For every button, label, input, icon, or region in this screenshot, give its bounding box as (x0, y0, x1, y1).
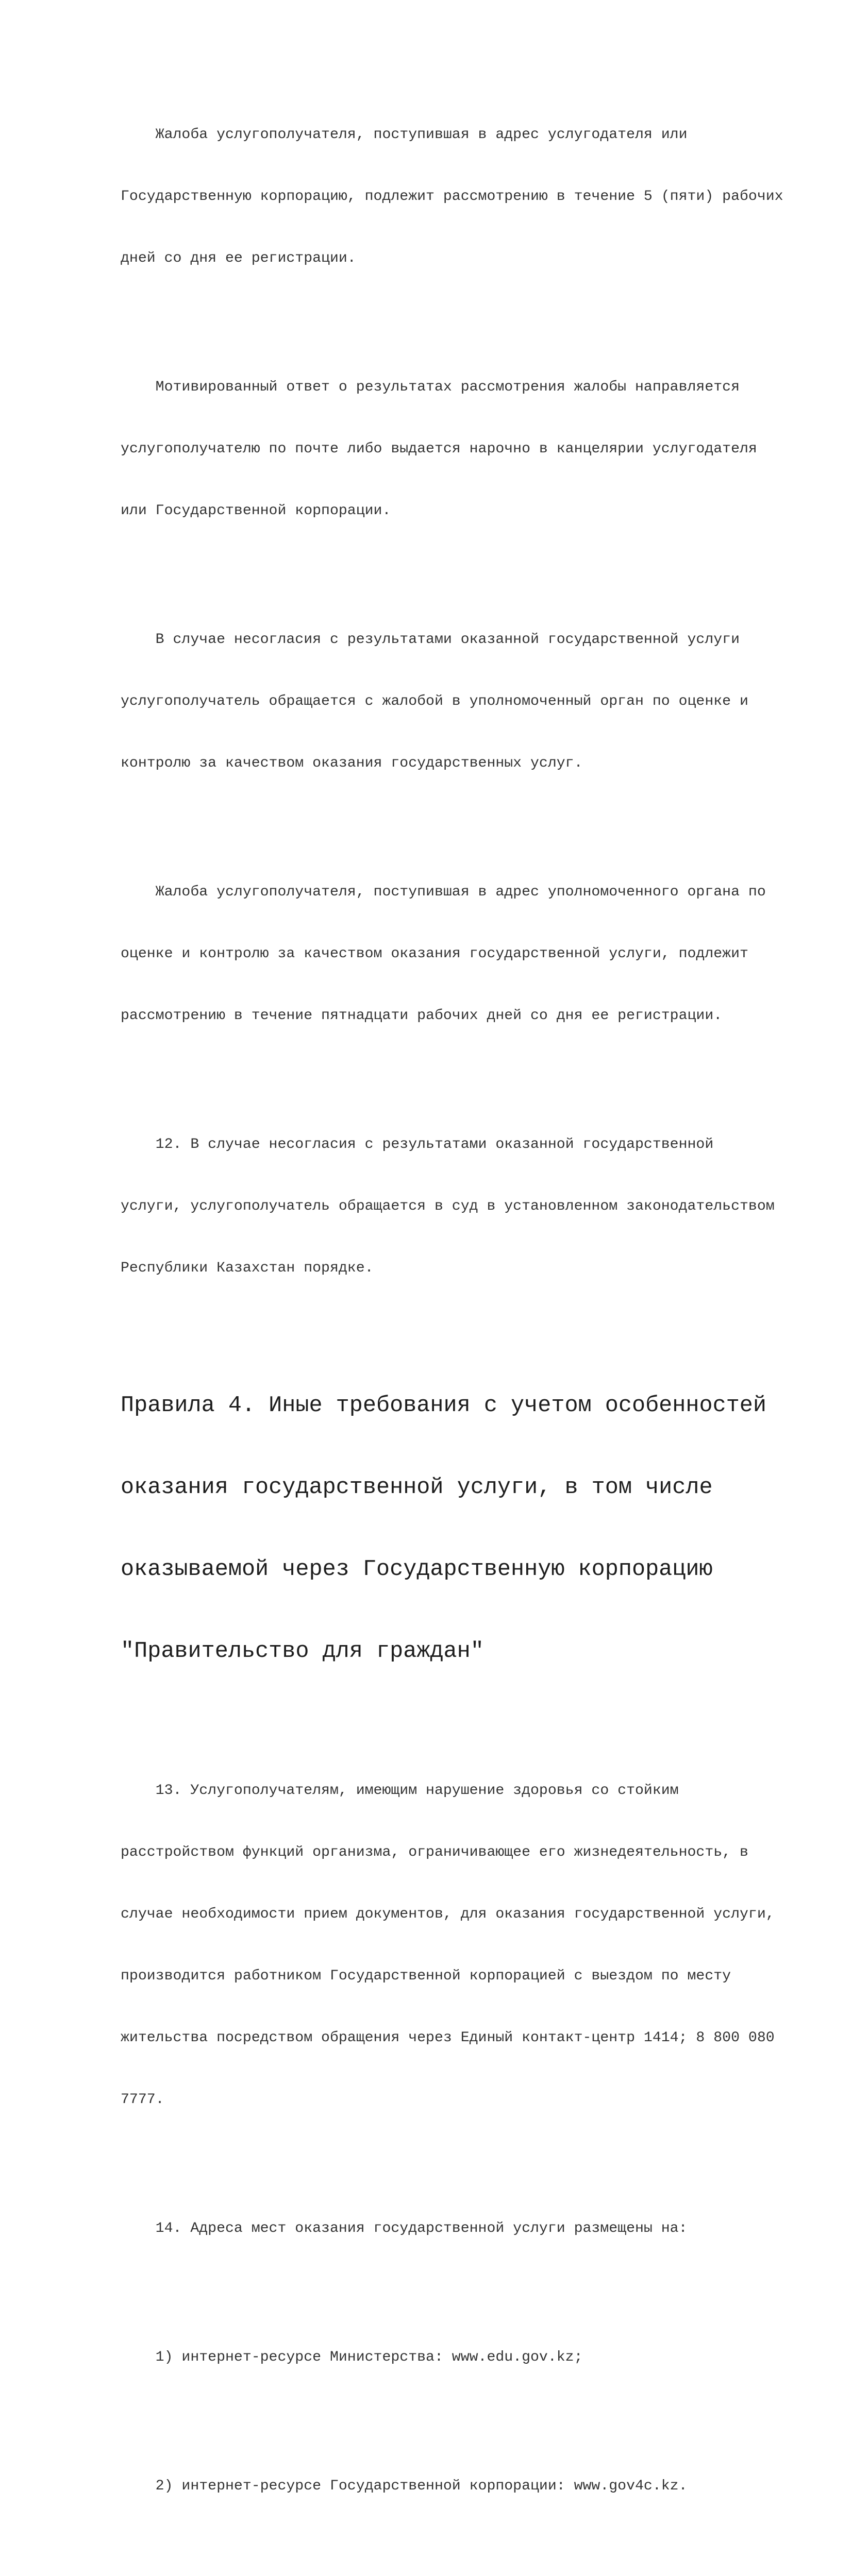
section-heading (121, 1337, 801, 1720)
paragraph-item-14-1 (121, 2306, 801, 2409)
text-line: услугополучатель обращается с жалобой в уполномоченный орган по оценке и (121, 693, 748, 709)
corporation-website-line: 2) интернет-ресурсе Государственной корпорации: www.gov4c.kz. (121, 2478, 688, 2494)
text-line: или Государственной корпорации. (121, 503, 391, 519)
heading-line: оказываемой через Государственную корпорацию (121, 1557, 713, 1582)
text-line: услугополучателю по почте либо выдается нарочно в канцелярии услугодателя (121, 441, 757, 457)
text-line: Государственную корпорацию, подлежит рассмотрению в течение 5 (пяти) рабочих (121, 189, 783, 205)
text-line: контролю за качеством оказания государственных услуг. (121, 755, 583, 771)
paragraph-item-14 (121, 2177, 801, 2280)
paragraph-complaint-review-15-days (121, 841, 801, 1067)
text-line: Жалоба услугополучателя, поступившая в адрес услугодателя или (121, 127, 688, 143)
text-line: 14. Адреса мест оказания государственной услуги размещены на: (121, 2221, 688, 2236)
paragraph-complaint-review-5-days (121, 83, 801, 310)
paragraph-disagreement-authorized-body (121, 588, 801, 815)
heading-line: оказания государственной услуги, в том числе (121, 1475, 713, 1500)
text-line: рассмотрению в течение пятнадцати рабочих дней со дня ее регистрации. (121, 1008, 723, 1024)
text-line: производится работником Государственной корпорацией с выездом по месту (121, 1968, 731, 1984)
ministry-website-line: 1) интернет-ресурсе Министерства: www.edu.gov.kz; (121, 2349, 583, 2365)
paragraph-item-13 (121, 1739, 801, 2151)
text-line: В случае несогласия с результатами оказанной государственной услуги (121, 632, 740, 648)
heading-line: "Правительство для граждан" (121, 1639, 484, 1664)
text-line: дней со дня ее регистрации. (121, 250, 356, 266)
text-line: услуги, услугополучатель обращается в суд в установленном законодательством (121, 1198, 775, 1214)
paragraph-item-12 (121, 1093, 801, 1320)
text-line: 12. В случае несогласия с результатами оказанной государственной (121, 1137, 714, 1153)
paragraph-item-15 (121, 2564, 801, 2576)
paragraph-motivated-answer (121, 336, 801, 563)
heading-line: Правила 4. Иные требования с учетом особенностей (121, 1393, 767, 1418)
paragraph-item-14-2 (121, 2435, 801, 2538)
text-line: оценке и контролю за качеством оказания государственной услуги, подлежит (121, 946, 748, 962)
text-line: Республики Казахстан порядке. (121, 1260, 374, 1276)
text-line: 7777. (121, 2092, 164, 2108)
text-line: 13. Услугополучателям, имеющим нарушение здоровья со стойким (121, 1783, 679, 1799)
document-body (121, 83, 801, 2576)
text-line: Жалоба услугополучателя, поступившая в адрес уполномоченного органа по (121, 884, 766, 900)
text-line: жительства посредством обращения через Единый контакт-центр 1414; 8 800 080 (121, 2030, 775, 2046)
text-line: Мотивированный ответ о результатах рассмотрения жалобы направляется (121, 379, 740, 395)
text-line: случае необходимости прием документов, для оказания государственной услуги, (121, 1906, 775, 1922)
text-line: расстройством функций организма, ограничивающее его жизнедеятельность, в (121, 1844, 748, 1860)
